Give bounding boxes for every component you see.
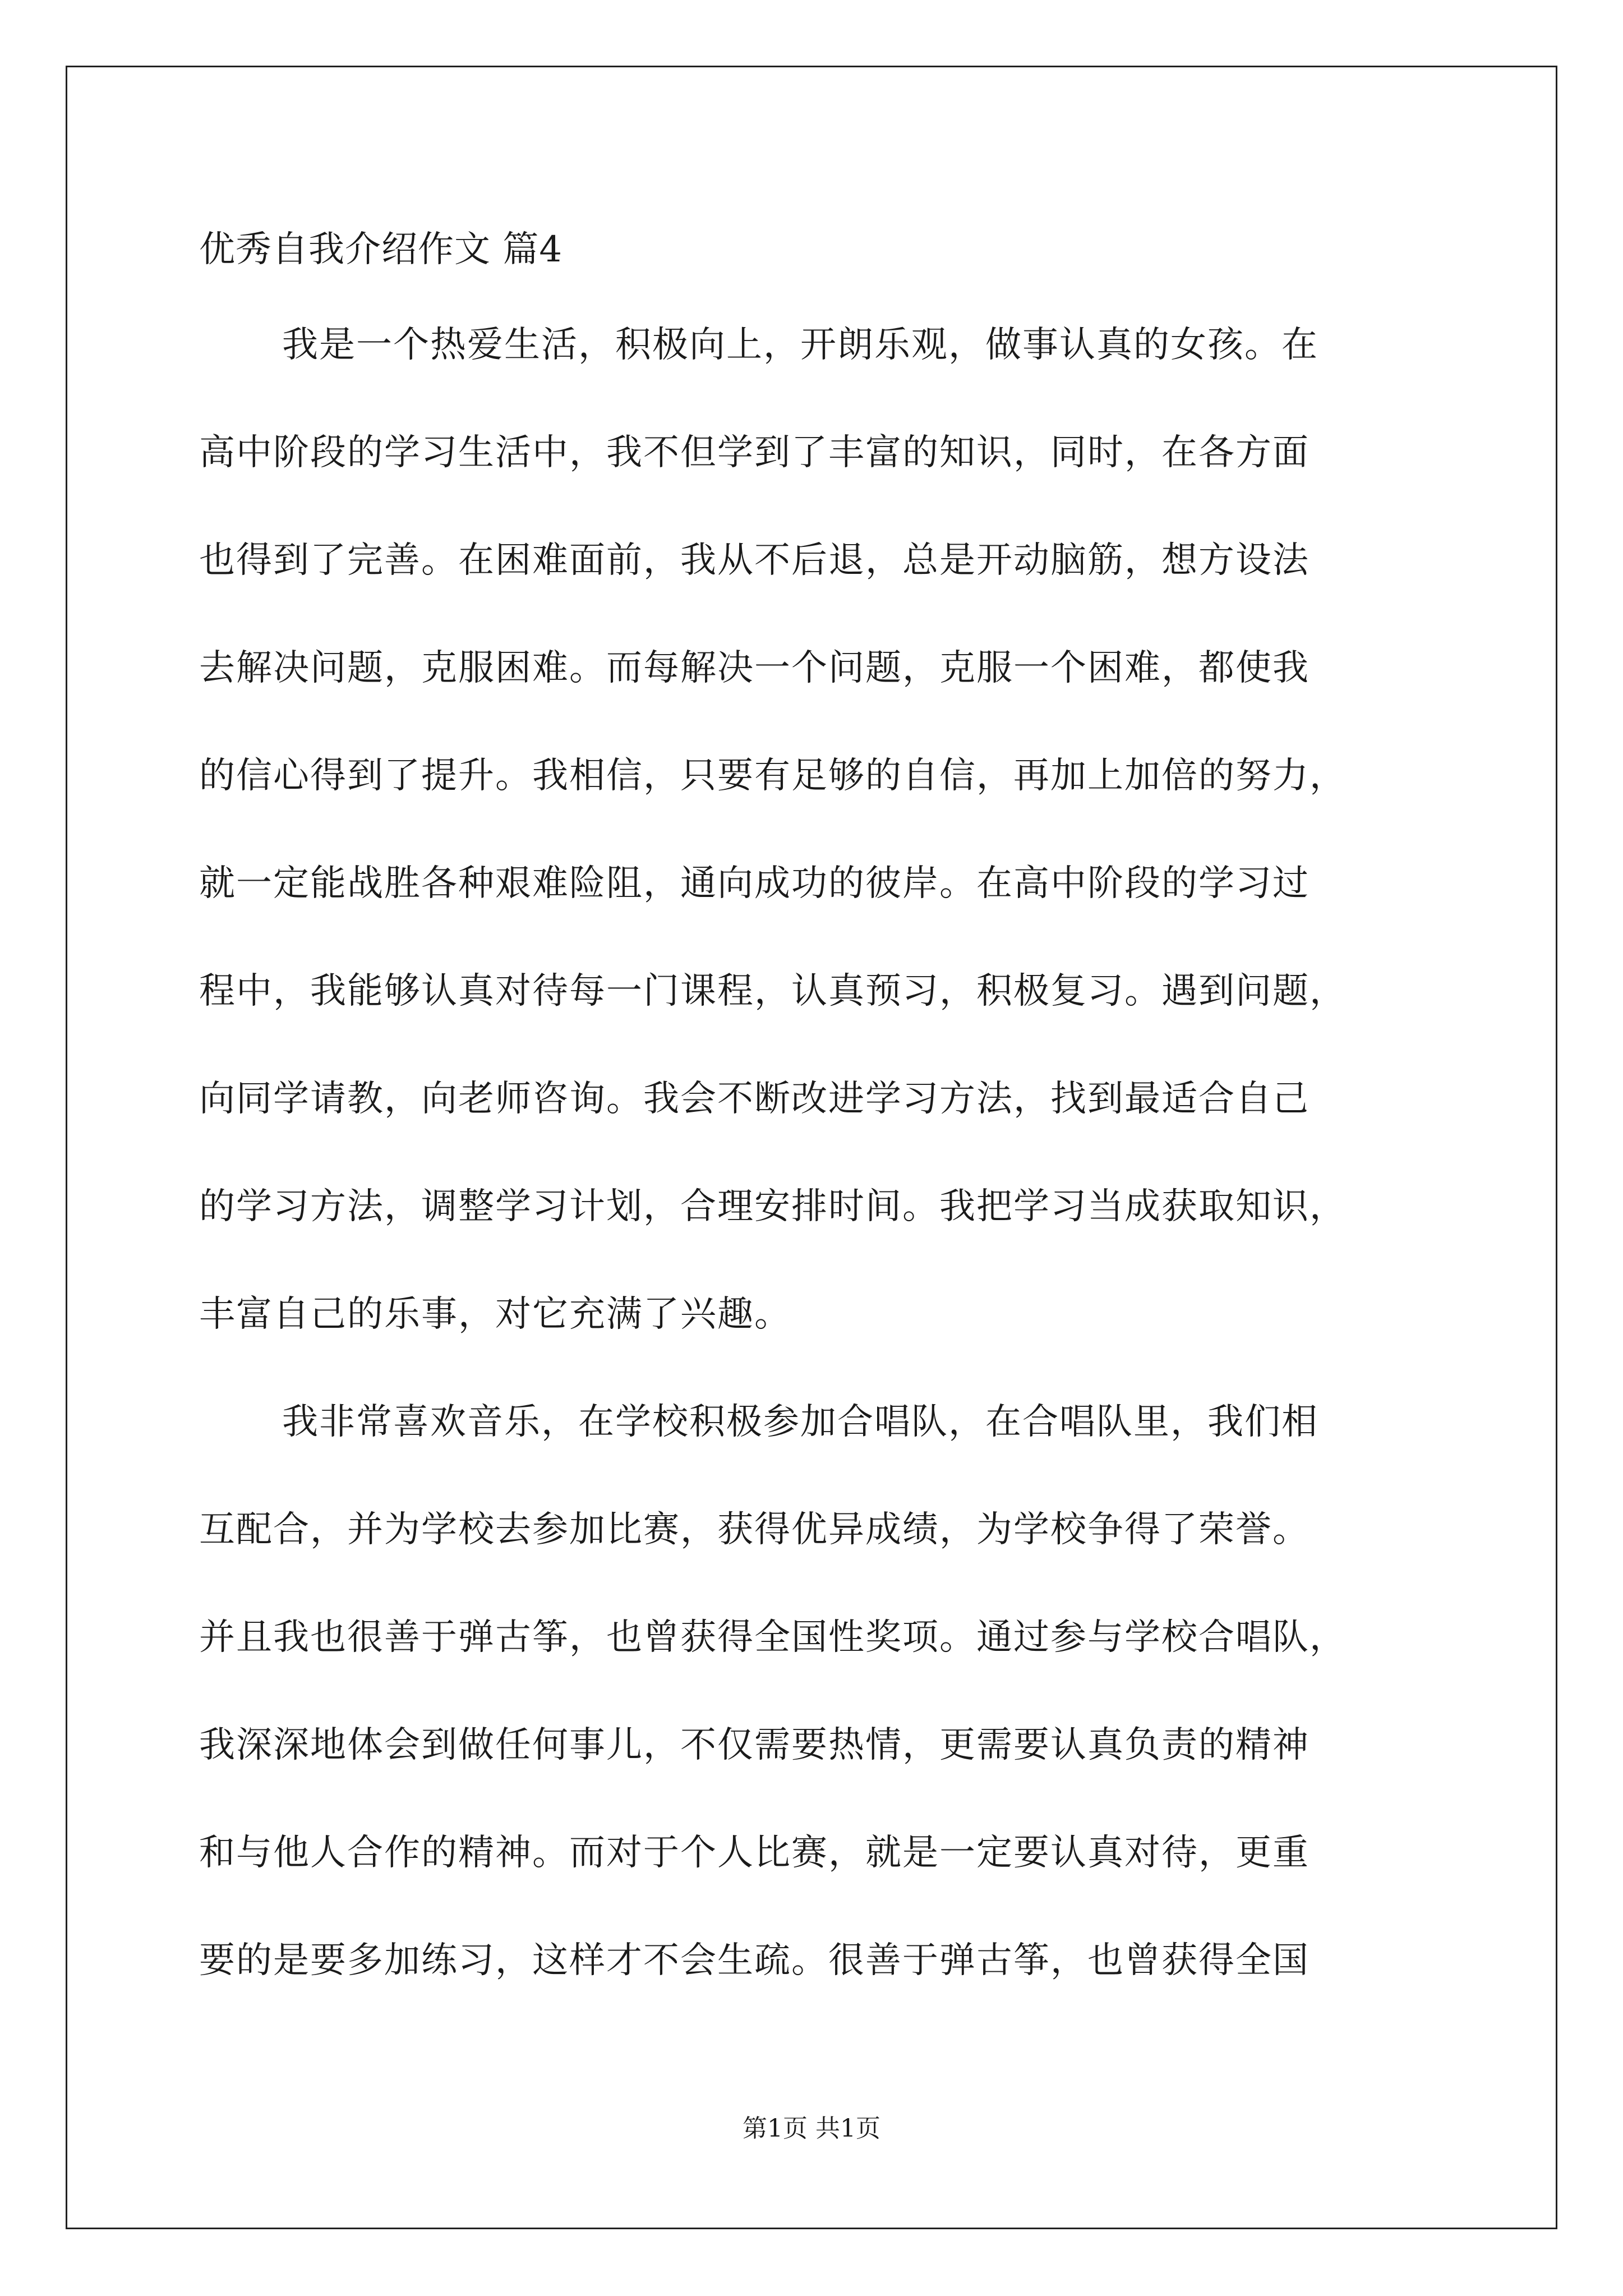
paragraph-1-line-9: 的学习方法，调整学习计划，合理安排时间。我把学习当成获取知识，: [199, 1186, 1347, 1227]
paragraph-1-line-10: 丰富自己的乐事，对它充满了兴趣。: [199, 1294, 791, 1335]
paragraph-2-line-3: 并且我也很善于弹古筝，也曾获得全国性奖项。通过参与学校合唱队，: [199, 1617, 1347, 1658]
paragraph-2-line-5: 和与他人合作的精神。而对于个人比赛，就是一定要认真对待，更重: [199, 1832, 1310, 1874]
paragraph-1-line-4: 去解决问题，克服困难。而每解决一个问题，克服一个困难，都使我: [199, 647, 1310, 689]
paragraph-1-line-5: 的信心得到了提升。我相信，只要有足够的自信，再加上加倍的努力，: [199, 755, 1347, 797]
paragraph-1-line-7: 程中，我能够认真对待每一门课程，认真预习，积极复习。遇到问题，: [199, 970, 1347, 1012]
paragraph-2-line-4: 我深深地体会到做任何事儿，不仅需要热情，更需要认真负责的精神: [199, 1724, 1310, 1766]
paragraph-1-line-2: 高中阶段的学习生活中，我不但学到了丰富的知识，同时，在各方面: [199, 432, 1310, 473]
paragraph-2-line-1: 我非常喜欢音乐，在学校积极参加合唱队，在合唱队里，我们相: [282, 1401, 1318, 1443]
document-title: 优秀自我介绍作文 篇4: [199, 229, 563, 270]
page-number-footer: 第1页 共1页: [743, 2114, 880, 2143]
paragraph-1-line-1: 我是一个热爱生活，积极向上，开朗乐观，做事认真的女孩。在: [282, 324, 1318, 366]
paragraph-1-line-3: 也得到了完善。在困难面前，我从不后退，总是开动脑筋，想方设法: [199, 540, 1310, 581]
paragraph-1-line-6: 就一定能战胜各种艰难险阻，通向成功的彼岸。在高中阶段的学习过: [199, 863, 1310, 904]
document-body: [199, 317, 1436, 2040]
paragraph-2-line-2: 互配合，并为学校去参加比赛，获得优异成绩，为学校争得了荣誉。: [199, 1509, 1310, 1550]
paragraph-2-line-6: 要的是要多加练习，这样才不会生疏。很善于弹古筝，也曾获得全国: [199, 1940, 1310, 1981]
paragraph-1-line-8: 向同学请教，向老师咨询。我会不断改进学习方法，找到最适合自己: [199, 1078, 1310, 1120]
